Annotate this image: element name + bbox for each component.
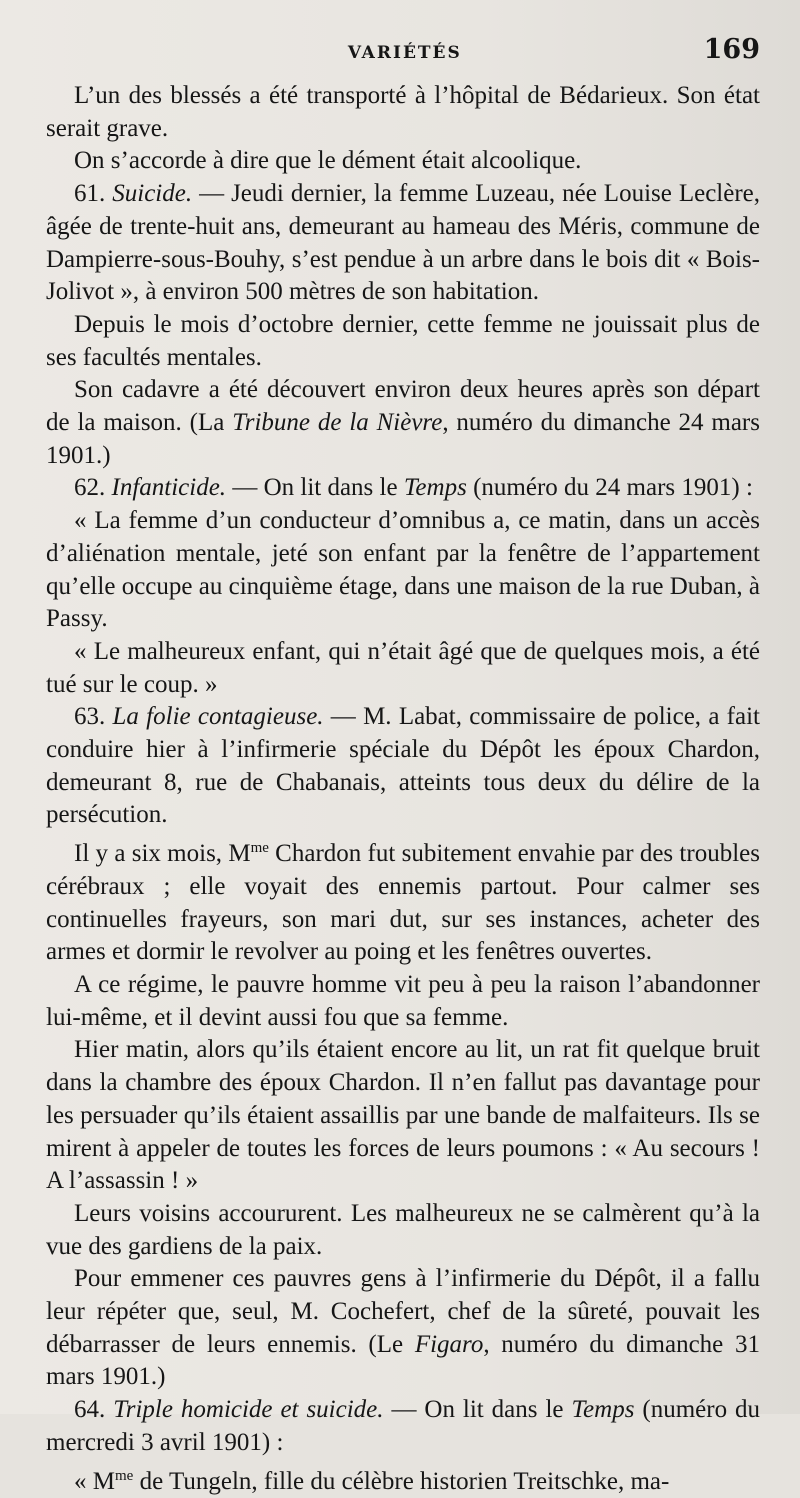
- italic-text: Suicide.: [112, 180, 193, 208]
- italic-text: Temps: [403, 474, 467, 502]
- paragraph: [46, 80, 760, 145]
- text-run: , numéro du dimanche 31 mars 1901.): [46, 1330, 760, 1391]
- text-run: (numéro du mercredi 3 avril 1901) :: [46, 1396, 761, 1456]
- text-run: On s’accorde à dire que le dément était alcoolique.: [74, 147, 582, 175]
- text-run: de Tungeln, fille du célèbre historien Treitschke, ma-: [133, 1467, 670, 1495]
- italic-text: Triple homicide et suicide.: [113, 1396, 384, 1424]
- text-run: — On lit dans le: [226, 474, 404, 502]
- text-run: Pour emmener ces pauvres gens à l’infirmerie du Dépôt, il a fallu leur répéter que, seul, M. Cochefert, chef de la sûreté, pouvait les débarrasser de leurs ennemis. (Le: [46, 1265, 760, 1358]
- text-run: — M. Labat, commissaire de police, a fait conduire hier à l’infirmerie spéciale du Dépôt les époux Chardon, demeurant 8, rue de Chabanais, atteints tous deux du délire de la persécution.: [46, 703, 760, 829]
- paragraph: [46, 178, 760, 309]
- italic-text: Figaro: [414, 1330, 484, 1358]
- text-run: 61.: [74, 180, 113, 208]
- text-run: Chardon fut subitement envahie par des troubles cérébraux ; elle voyait des ennemis partout. Pour calmer ses continuelles frayeurs, son mari dut, sur ses instances, acheter des armes et dormir le revolver au poing et les fenêtres ouvertes.: [46, 840, 760, 966]
- paragraph: [46, 1034, 760, 1198]
- paragraph: [46, 1263, 760, 1394]
- text-run: Son cadavre a été découvert environ deux heures après son départ de la maison. (La: [46, 376, 760, 437]
- italic-text: Tribune de la Nièvre: [232, 409, 443, 437]
- paragraph: [46, 832, 760, 969]
- text-run: 64.: [74, 1396, 114, 1424]
- text-run: « La femme d’un conducteur d’omnibus a, ce matin, dans un accès d’aliénation mentale, jeté son enfant par la fenêtre de l’appartement qu’elle occupe au cinquième étage, dans une maison de la rue Duban, à Passy.: [46, 507, 760, 633]
- text-run: , numéro du dimanche 24 mars 1901.): [46, 409, 760, 469]
- paragraph: [46, 1394, 760, 1459]
- text-run: — Jeudi dernier, la femme Luzeau, née Louise Leclère, âgée de trente-huit ans, demeurant au hameau des Méris, commune de Dampierre-sous-Bouhy, s’est pendue à un arbre dans le bois dit « Bois-Jolivot », à environ 500 mètres de son habitation.: [46, 180, 761, 306]
- text-run: Depuis le mois d’octobre dernier, cette femme ne jouissait plus de ses facultés mentales.: [46, 310, 760, 371]
- superscript-text: me: [250, 840, 269, 857]
- text-run: « M: [74, 1467, 115, 1495]
- page-number: 169: [703, 34, 760, 65]
- text-run: Hier matin, alors qu’ils étaient encore au lit, un rat fit quelque bruit dans la chambre des époux Chardon. Il n’en fallut pas davantage pour les persuader qu’ils étaient assaillis par une bande de malfaiteurs. Ils se mirent à appeler de toutes les forces de leurs poumons : « Au secours ! A l’assassin ! »: [46, 1036, 760, 1195]
- italic-text: La folie contagieuse.: [112, 703, 324, 731]
- page-header: [46, 34, 760, 80]
- italic-text: Temps: [571, 1396, 635, 1424]
- text-run: Il y a six mois, M: [74, 840, 251, 868]
- text-run: A ce régime, le pauvre homme vit peu à peu la raison l’abandonner lui-même, et il devint aussi fou que sa femme.: [46, 970, 760, 1031]
- text-run: Leurs voisins accoururent. Les malheureux ne se calmèrent qu’à la vue des gardiens de la paix.: [46, 1199, 760, 1260]
- paragraph: [46, 969, 760, 1034]
- text-run: L’un des blessés a été transporté à l’hôpital de Bédarieux. Son état serait grave.: [46, 82, 760, 142]
- text-run: 63.: [74, 703, 113, 731]
- text-run: — On lit dans le: [383, 1396, 572, 1424]
- paragraph: [46, 636, 760, 701]
- body-text: [46, 80, 760, 1498]
- paragraph: [46, 374, 760, 472]
- paragraph: [46, 701, 760, 832]
- italic-text: Infanticide.: [111, 474, 227, 502]
- running-title: VARIÉTÉS: [347, 43, 462, 63]
- text-run: 62.: [74, 474, 112, 502]
- superscript-text: me: [114, 1467, 134, 1484]
- paragraph: [46, 309, 760, 374]
- text-run: « Le malheureux enfant, qui n’était âgé que de quelques mois, a été tué sur le coup. »: [46, 637, 760, 698]
- paragraph: [46, 1198, 760, 1263]
- paragraph: [46, 472, 760, 505]
- paragraph: [46, 145, 760, 178]
- text-run: (numéro du 24 mars 1901) :: [466, 474, 753, 502]
- paragraph: [46, 1460, 760, 1498]
- paragraph: [46, 505, 760, 636]
